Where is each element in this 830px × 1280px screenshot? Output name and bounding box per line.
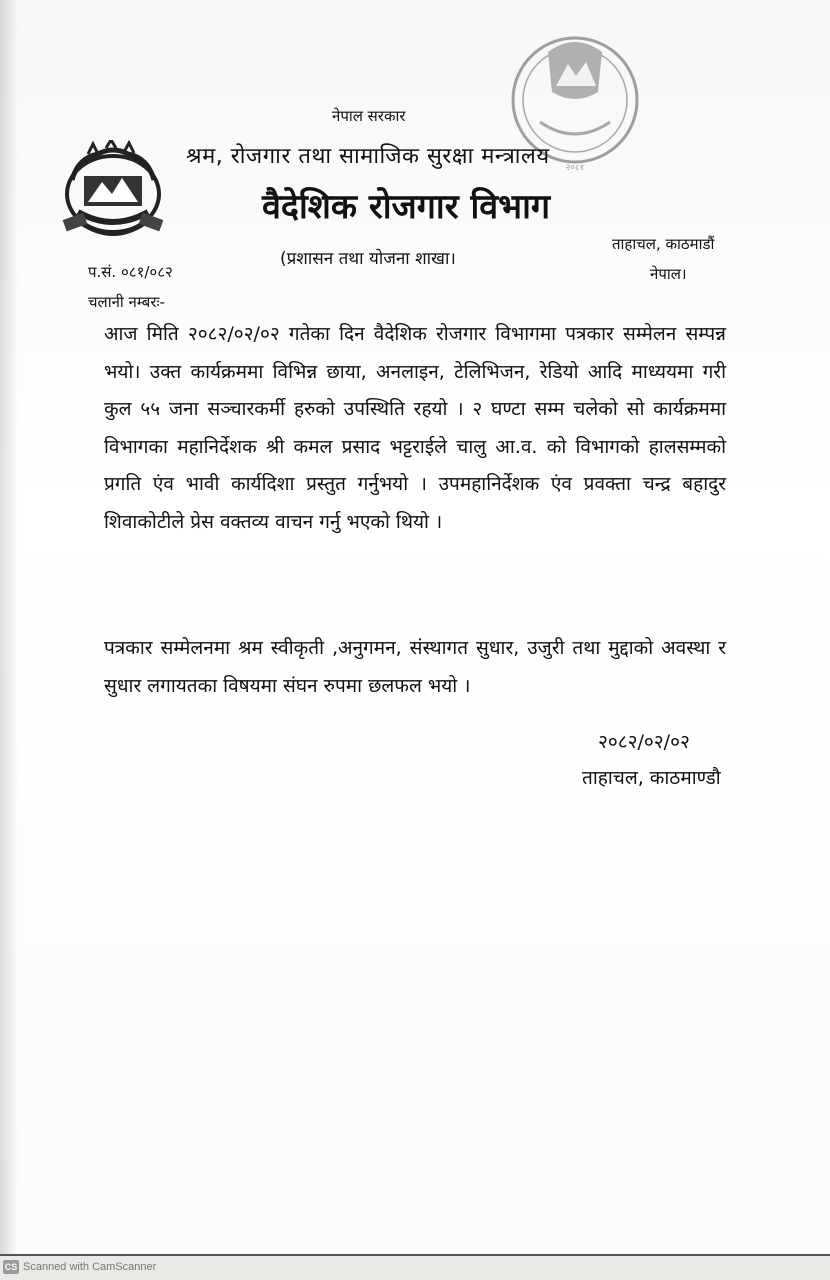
- dispatch-number: चलानी नम्बरः-: [88, 293, 165, 311]
- department-title: वैदेशिक रोजगार विभाग: [262, 187, 551, 227]
- camscanner-logo-icon: CS: [4, 1262, 18, 1272]
- reference-number: प.सं. ०८१/०८२: [88, 263, 173, 281]
- body-paragraph-2: पत्रकार सम्मेलनमा श्रम स्वीकृती ,अनुगमन, संस्थागत सुधार, उजुरी तथा मुद्दाको अवस्था र सुधार लगायतका विषयमा संघन रुपमा छलफल भयो ।: [104, 637, 726, 697]
- signature-place: ताहाचल, काठमाण्डौ: [582, 767, 721, 789]
- nepal-government-emblem-icon: [58, 140, 168, 246]
- page-bottom-edge: [0, 1254, 830, 1256]
- ministry-name: श्रम, रोजगार तथा सामाजिक सुरक्षा मन्त्रालय: [186, 144, 550, 169]
- signature-date: २०८२/०२/०२: [598, 731, 690, 753]
- scanner-text: Scanned with CamScanner: [23, 1261, 157, 1273]
- stamp-year: २०८१: [565, 163, 585, 173]
- page-shadow: [0, 0, 18, 1255]
- address-city: ताहाचल, काठमाडौं: [612, 235, 715, 253]
- government-name: नेपाल सरकार: [332, 107, 406, 125]
- scanner-watermark: [3, 1258, 156, 1276]
- body-paragraph-1: आज मिति २०८२/०२/०२ गतेका दिन वैदेशिक रोजगार विभागमा पत्रकार सम्मेलन सम्पन्न भयो। उक्त कार्यक्रममा विभिन्न छाया, अनलाइन, टेलिभिजन, रेडियो आदि माध्ययमा गरी कुल ५५ जना सञ्चारकर्मी हरुको उपस्थिति रहयो । २ घण्टा सम्म चलेको सो कार्यक्रममा विभागका महानिर्देशक श्री कमल प्रसाद भट्टराईले चालु आ.व. को विभागको हालसम्मको प्रगति एंव भावी कार्यदिशा प्रस्तुत गर्नुभयो । उपमहानिर्देशक एंव प्रवक्ता चन्द्र बहादुर शिवाकोटीले प्रेस वक्तव्य वाचन गर्नु भएको थियो ।: [104, 323, 726, 533]
- address-country: नेपाल।: [650, 265, 687, 283]
- branch-name: (प्रशासन तथा योजना शाखा।: [280, 249, 456, 269]
